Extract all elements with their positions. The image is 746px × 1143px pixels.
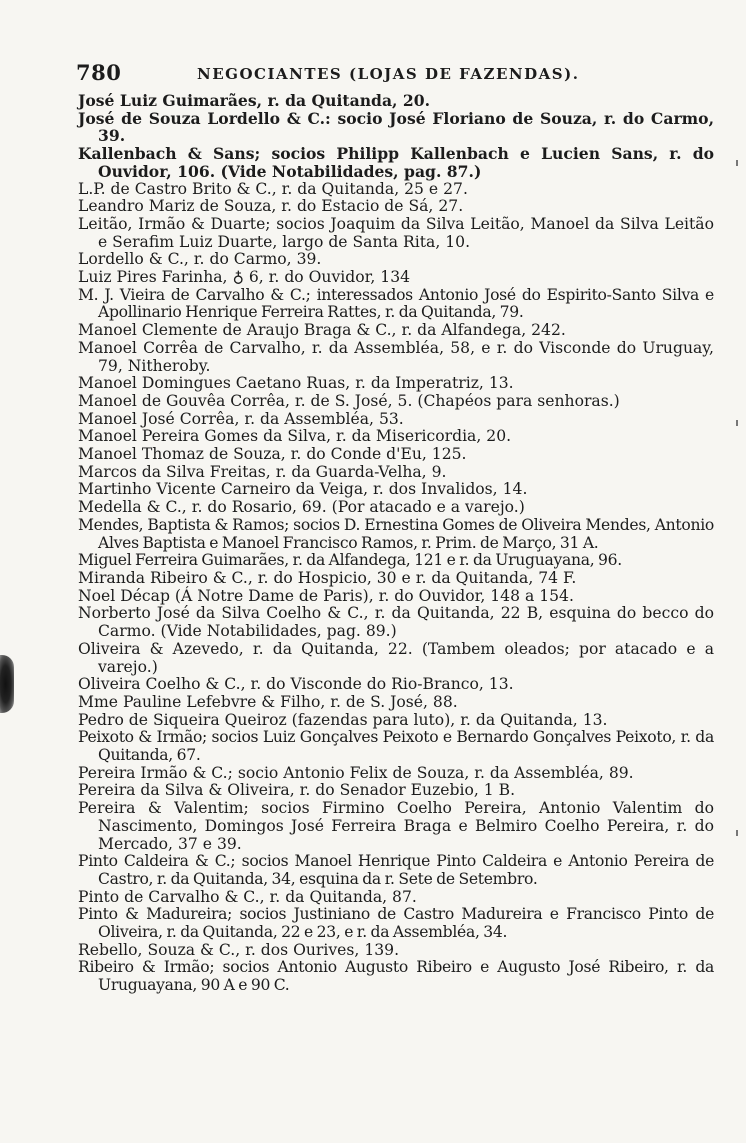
list-item: Oliveira & Azevedo, r. da Quitanda, 22. (Tambem oleados; por atacado e a varejo.) <box>78 639 714 676</box>
list-item: Miranda Ribeiro & C., r. do Hospicio, 30 e r. da Quitanda, 74 F. <box>78 568 577 587</box>
binding-hole-mark <box>0 655 14 713</box>
list-item: Pedro de Siqueira Queiroz (fazendas para luto), r. da Quitanda, 13. <box>78 710 608 729</box>
list-item: Mme Pauline Lefebvre & Filho, r. de S. José, 88. <box>78 692 458 711</box>
list-item: Norberto José da Silva Coelho & C., r. da Quitanda, 22 B, esquina do becco do Carmo. (Vide Notabilidades, pag. 89.) <box>78 604 714 641</box>
list-item: L.P. de Castro Brito & C., r. da Quitanda, 25 e 27. <box>78 179 468 198</box>
list-item: Rebello, Souza & C., r. dos Ourives, 139. <box>78 940 400 959</box>
list-item: Pinto de Carvalho & C., r. da Quitanda, 87. <box>78 887 417 906</box>
list-item: José Luiz Guimarães, r. da Quitanda, 20. <box>78 91 431 110</box>
list-item: Mendes, Baptista & Ramos; socios D. Ernestina Gomes de Oliveira Mendes, Antonio Alves Baptista e Manoel Francisco Ramos, r. Prim. de Março, 31 A. <box>78 515 714 552</box>
list-item: Manoel Clemente de Araujo Braga & C., r. da Alfandega, 242. <box>78 321 566 340</box>
list-item: Pereira & Valentim; socios Firmino Coelho Pereira, Antonio Valentim do Nascimento, Domingos José Ferreira Braga e Belmiro Coelho Pereira, r. do Mercado, 37 e 39. <box>78 799 714 853</box>
margin-tick <box>736 830 738 836</box>
list-item: Peixoto & Irmão; socios Luiz Gonçalves Peixoto e Bernardo Gonçalves Peixoto, r. da Quitanda, 67. <box>78 728 714 765</box>
list-item: Manoel de Gouvêa Corrêa, r. de S. José, 5. (Chapéos para senhoras.) <box>78 391 620 410</box>
page-header <box>76 60 656 86</box>
list-item: Pereira Irmão & C.; socio Antonio Felix de Souza, r. da Assembléa, 89. <box>78 763 634 782</box>
list-item: Marcos da Silva Freitas, r. da Guarda-Velha, 9. <box>78 462 447 481</box>
list-item: Luiz Pires Farinha, ♁ 6, r. do Ouvidor, 134 <box>78 268 411 287</box>
list-item: Oliveira Coelho & C., r. do Visconde do Rio-Branco, 13. <box>78 675 514 694</box>
list-item: Noel Décap (Á Notre Dame de Paris), r. do Ouvidor, 148 a 154. <box>78 586 574 605</box>
list-item: Medella & C., r. do Rosario, 69. (Por atacado e a varejo.) <box>78 498 525 517</box>
list-item: Manoel Pereira Gomes da Silva, r. da Misericordia, 20. <box>78 427 512 446</box>
list-item: Kallenbach & Sans; socios Philipp Kallenbach e Lucien Sans, r. do Ouvidor, 106. (Vide Notabilidades, pag. 87.) <box>78 144 714 181</box>
running-title: NEGOCIANTES (LOJAS DE FAZENDAS). <box>197 65 580 83</box>
list-item: M. J. Vieira de Carvalho & C.; interessados Antonio José do Espirito-Santo Silva e Apollinario Henrique Ferreira Rattes, r. da Quitanda, 79. <box>78 285 714 322</box>
list-item: Pinto & Madureira; socios Justiniano de Castro Madureira e Francisco Pinto de Oliveira, r. da Quitanda, 22 e 23, e r. da Assembléa, 34. <box>78 905 714 942</box>
list-item: Leitão, Irmão & Duarte; socios Joaquim da Silva Leitão, Manoel da Silva Leitão e Serafim Luiz Duarte, largo de Santa Rita, 10. <box>78 214 714 251</box>
list-item: Martinho Vicente Carneiro da Veiga, r. dos Invalidos, 14. <box>78 480 528 499</box>
list-item: Pereira da Silva & Oliveira, r. do Senador Euzebio, 1 B. <box>78 781 516 800</box>
list-item: Pinto Caldeira & C.; socios Manoel Henrique Pinto Caldeira e Antonio Pereira de Castro, r. da Quitanda, 34, esquina da r. Sete de Setembro. <box>78 852 714 888</box>
list-item: Miguel Ferreira Guimarães, r. da Alfandega, 121 e r. da Uruguayana, 96. <box>78 551 622 570</box>
merchant-listing <box>78 92 714 995</box>
list-item: Manoel Corrêa de Carvalho, r. da Assembléa, 58, e r. do Visconde do Uruguay, 79, Nitheroby. <box>78 338 714 375</box>
page-number: 780 <box>76 60 122 85</box>
margin-tick <box>736 160 738 166</box>
list-item: Manoel Domingues Caetano Ruas, r. da Imperatriz, 13. <box>78 374 514 393</box>
list-item: José de Souza Lordello & C.: socio José Floriano de Souza, r. do Carmo, 39. <box>78 108 714 146</box>
margin-tick <box>736 420 738 426</box>
list-item: Leandro Mariz de Souza, r. do Estacio de Sá, 27. <box>78 197 464 216</box>
list-item: Manoel José Corrêa, r. da Assembléa, 53. <box>78 409 404 428</box>
list-item: Ribeiro & Irmão; socios Antonio Augusto Ribeiro e Augusto José Ribeiro, r. da Uruguayana, 90 A e 90 C. <box>78 958 714 995</box>
list-item: Manoel Thomaz de Souza, r. do Conde d'Eu, 125. <box>78 445 467 464</box>
list-item: Lordello & C., r. do Carmo, 39. <box>78 250 322 269</box>
